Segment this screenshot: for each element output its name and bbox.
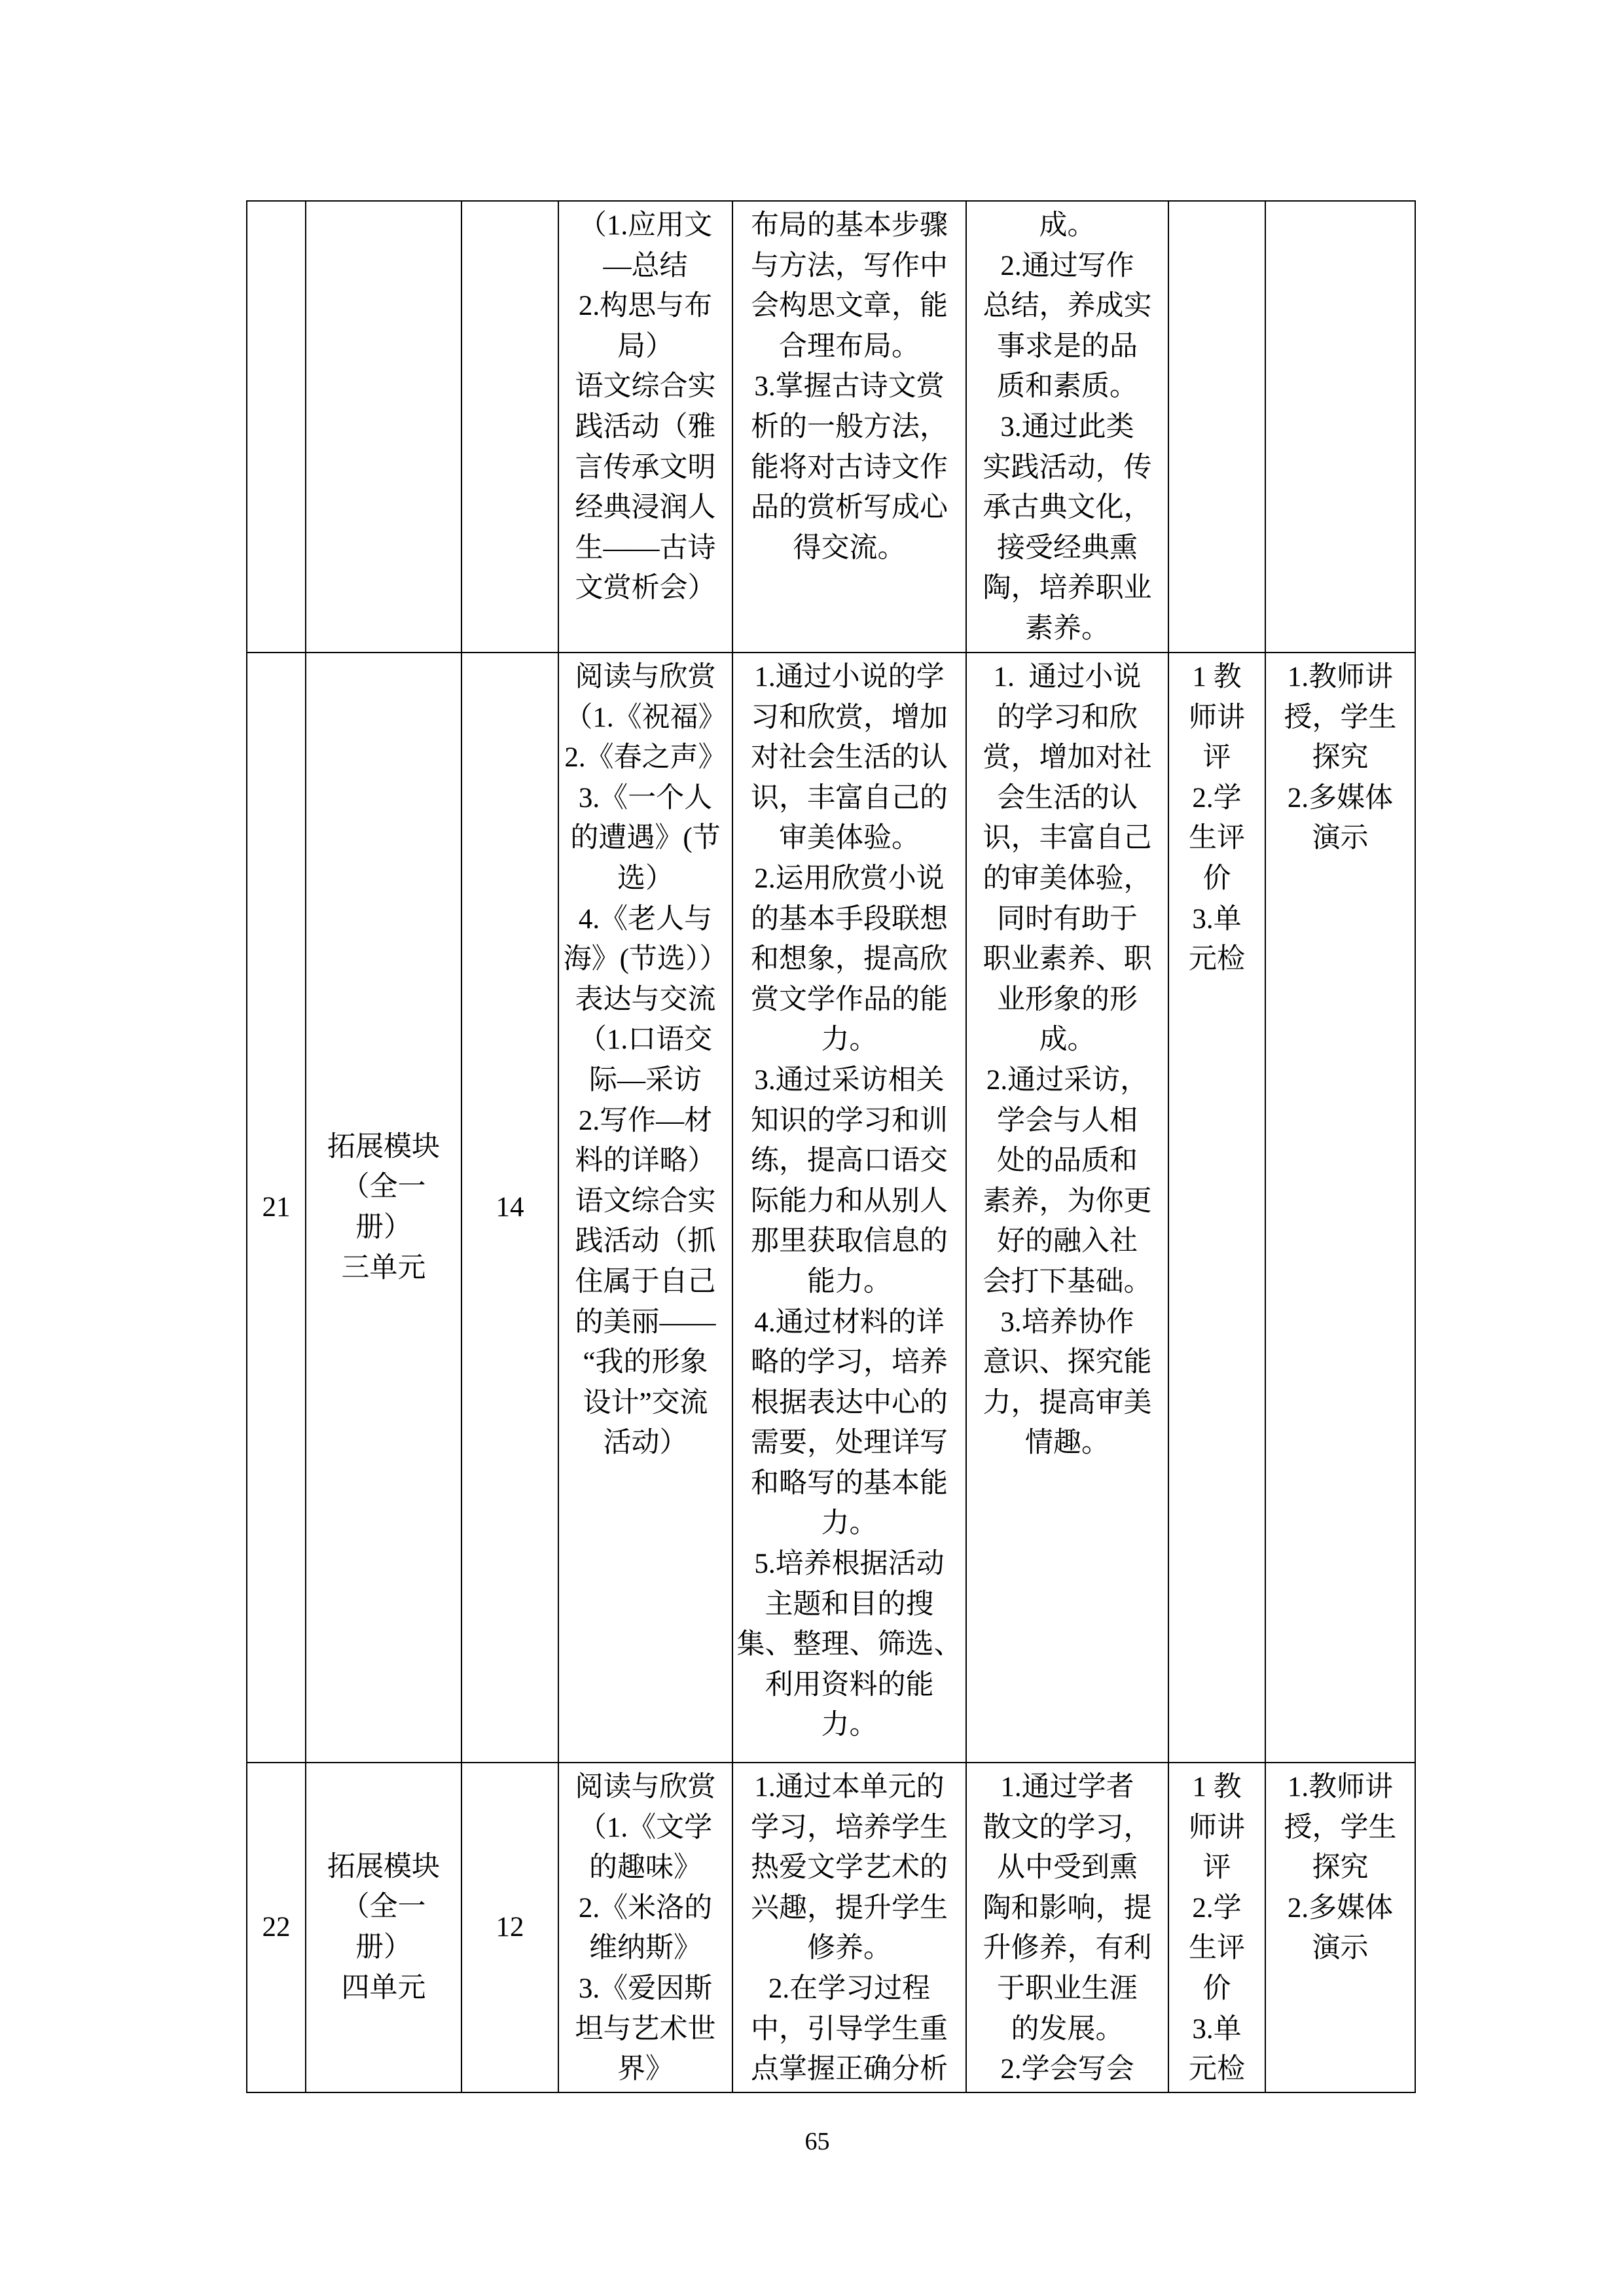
cell-line: 需要，处理详写 [751,1427,948,1459]
cell-line: 成。 [1039,1024,1096,1056]
cell-line: 主题和目的搜 [765,1588,934,1620]
row-continued-module-cell [306,202,462,653]
cell-line: 局） [617,331,674,362]
cell-line: 语文综合实 [575,1185,716,1217]
cell-line: 中，引导学生重 [751,2013,948,2045]
cell-line: 3.掌握古诗文赏 [754,371,945,403]
row-number: 22 [262,1912,291,1943]
cell-line: 赏文学作品的能 [751,984,948,1015]
cell-line: 1 教 [1192,662,1242,692]
row-22-module-cell [306,1763,462,2093]
cell-line: 三单元 [341,1252,426,1283]
cell-line: 经典浸润人 [575,492,716,524]
cell-line: 3.通过此类 [1000,411,1134,442]
cell-line: 布局的基本步骤 [751,210,948,241]
cell-line: 生评 [1189,823,1245,854]
cell-line: 的趣味》 [589,1852,702,1884]
cell-line: 的学习和欣 [997,702,1138,733]
cell-line: 拓展模块 [327,1131,440,1162]
cell-line: 合理布局。 [779,331,920,362]
cell-line: 际—采访 [589,1064,702,1096]
cell-line: 总结，养成实 [983,291,1152,322]
cell-line: 学会与人相 [997,1105,1138,1136]
cell-line: 评 [1202,1852,1231,1884]
cell-line: 生——古诗 [575,532,716,564]
row-continued-assessment-cell [1169,202,1266,653]
cell-line: 习和欣赏，增加 [751,702,948,733]
cell-line: 坦与艺术世 [575,2013,716,2045]
cell-line: 业形象的形 [997,984,1138,1015]
cell-line: 2.在学习过程 [768,1973,931,2004]
cell-line: 阅读与欣赏 [575,1772,716,1803]
row-21-module-cell [306,653,462,1763]
cell-line: 素养。 [1025,613,1110,644]
cell-line: 和略写的基本能 [751,1467,948,1499]
cell-line: 好的融入社 [997,1226,1138,1257]
row-continued-quality-cell [967,202,1169,653]
cell-line: 实践活动，传 [983,452,1152,483]
row-continued-knowledge-cell [733,202,967,653]
cell-line: （全一 [341,1892,426,1923]
cell-line: 1.通过小说的学 [754,662,945,692]
cell-line: 1.教师讲 [1287,1772,1394,1803]
cell-line: 承古典文化， [983,492,1152,524]
cell-line: 住属于自己 [575,1266,716,1297]
cell-line: 的审美体验， [983,863,1152,894]
row-21-methods-cell [1266,653,1416,1763]
cell-line: 力，提高审美 [983,1387,1152,1418]
cell-line: 赏，增加对社 [983,742,1152,774]
cell-line: 界》 [617,2054,674,2085]
row-22-knowledge-cell [733,1763,967,2093]
cell-line: 从中受到熏 [997,1852,1138,1884]
cell-line: 元检 [1189,2054,1245,2085]
cell-line: 拓展模块 [327,1851,440,1882]
cell-line: 接受经典熏 [997,532,1138,564]
cell-line: 散文的学习， [983,1812,1152,1843]
cell-line: 意识、探究能 [983,1347,1152,1378]
cell-line: 际能力和从别人 [751,1185,948,1217]
cell-line: 点掌握正确分析 [751,2054,948,2085]
cell-line: 2.学 [1192,1892,1242,1924]
cell-line: 会构思文章，能 [751,291,948,322]
cell-line: 与方法，写作中 [751,250,948,281]
cell-line: 2.构思与布 [578,291,713,322]
cell-line: 演示 [1312,823,1369,854]
cell-line: 的发展。 [1011,2013,1124,2045]
row-21-knowledge-cell [733,653,967,1763]
row-22-assessment-cell [1169,1763,1266,2093]
cell-line: 践活动（雅 [575,411,716,442]
cell-line: 生评 [1189,1933,1245,1964]
cell-line: 5.培养根据活动 [754,1549,945,1580]
cell-line: 1 教 [1192,1772,1242,1803]
cell-line: 价 [1202,863,1231,894]
cell-line: 言传承文明 [575,452,716,483]
cell-line: （全一 [341,1172,426,1203]
cell-line: 品的赏析写成心 [751,492,948,524]
cell-line: 修养。 [807,1933,892,1964]
row-number: 21 [262,1192,291,1223]
cell-line: 力。 [821,1508,878,1539]
cell-line: 能将对古诗文作 [751,452,948,483]
cell-line: 4.通过材料的详 [754,1306,945,1338]
row-22-quality-cell [967,1763,1169,2093]
cell-line: 2.多媒体 [1287,1892,1394,1924]
cell-line: 师讲 [1189,702,1245,733]
cell-line: 价 [1202,1973,1231,2004]
cell-line: 维纳斯》 [589,1933,702,1964]
row-21-assessment-cell [1169,653,1266,1763]
cell-line: 授，学生 [1284,1812,1397,1843]
cell-line: 践活动（抓 [575,1226,716,1257]
cell-line: 2.《春之声》 [564,742,727,774]
row-continued-hours-cell [462,202,559,653]
row-22-content-cell [559,1763,733,2093]
row-22-number-cell [247,1763,306,2093]
cell-line: 1. 通过小说 [993,662,1142,692]
cell-line: 陶，培养职业 [983,573,1152,604]
cell-line: 情趣。 [1025,1427,1110,1459]
cell-line: 会生活的认 [997,782,1138,814]
cell-line: 3.单 [1192,903,1242,935]
cell-line: 阅读与欣赏 [575,662,716,692]
cell-line: 2.《米洛的 [578,1892,713,1924]
cell-line: 探究 [1312,742,1369,774]
cell-line: 那里获取信息的 [751,1226,948,1257]
row-continued-content-cell [559,202,733,653]
cell-line: 素养，为你更 [983,1185,1152,1217]
cell-line: 识，丰富自己的 [751,782,948,814]
cell-line: 2.通过写作 [1000,250,1134,281]
cell-line: 3.培养协作 [1000,1306,1134,1338]
cell-line: 学习，培养学生 [751,1812,948,1843]
cell-line: 册） [355,1932,412,1963]
cell-line: 料的详略） [575,1145,716,1177]
cell-line: 1.教师讲 [1287,662,1394,692]
cell-line: 3.《爱因斯 [578,1973,713,2004]
cell-line: 2.多媒体 [1287,782,1394,814]
cell-line: 2.运用欣赏小说 [754,863,945,894]
syllabus-table [246,200,1416,2093]
cell-line: （1.《文学 [578,1812,713,1843]
cell-line: 活动） [603,1427,688,1459]
cell-line: 2.通过采访， [986,1064,1149,1096]
row-hours: 14 [496,1192,524,1223]
cell-line: 选） [617,863,674,894]
cell-line: 事求是的品 [997,331,1138,362]
cell-line: 探究 [1312,1852,1369,1884]
cell-line: “我的形象 [583,1347,708,1378]
cell-line: 的遭遇》(节 [570,823,721,854]
cell-line: 授，学生 [1284,702,1397,733]
cell-line: 析的一般方法， [751,411,948,442]
cell-line: 册） [355,1212,412,1243]
cell-line: 根据表达中心的 [751,1387,948,1418]
cell-line: 1.通过本单元的 [754,1772,945,1803]
row-continued-methods-cell [1266,202,1416,653]
cell-line: 同时有助于 [997,903,1138,935]
cell-line: 力。 [821,1710,878,1741]
cell-line: 3.《一个人 [578,782,713,814]
cell-line: 成。 [1039,210,1096,241]
row-22-methods-cell [1266,1763,1416,2093]
row-21-hours-cell [462,653,559,1763]
cell-line: 4.《老人与 [578,903,713,935]
cell-line: 和想象，提高欣 [751,944,948,975]
row-22-hours-cell [462,1763,559,2093]
cell-line: 质和素质。 [997,371,1138,403]
cell-line: 识，丰富自己 [983,823,1152,854]
cell-line: 文赏析会） [575,573,716,604]
cell-line: 的美丽—— [575,1306,716,1338]
cell-line: 升修养，有利 [983,1933,1152,1964]
cell-line: 集、整理、筛选、 [736,1629,962,1660]
cell-line: 3.通过采访相关 [754,1064,945,1096]
cell-line: 能力。 [807,1266,892,1297]
cell-line: —总结 [603,250,688,281]
row-continued-number-cell [247,202,306,653]
cell-line: 的基本手段联想 [751,903,948,935]
cell-line: （1.口语交 [578,1024,713,1056]
cell-line: 利用资料的能 [765,1669,934,1700]
cell-line: 审美体验。 [779,823,920,854]
row-hours: 12 [496,1912,524,1943]
row-21-quality-cell [967,653,1169,1763]
cell-line: 元检 [1189,944,1245,975]
row-21-content-cell [559,653,733,1763]
cell-line: 2.写作—材 [578,1105,713,1136]
cell-line: 陶和影响，提 [983,1892,1152,1924]
cell-line: 师讲 [1189,1812,1245,1843]
cell-line: 兴趣，提升学生 [751,1892,948,1924]
cell-line: 1.通过学者 [1000,1772,1134,1803]
cell-line: 2.学 [1192,782,1242,814]
cell-line: 评 [1202,742,1231,774]
cell-line: 力。 [821,1024,878,1056]
cell-line: 对社会生活的认 [751,742,948,774]
page-number: 65 [804,2128,830,2155]
cell-line: 海》(节选）） [563,944,728,975]
cell-line: 设计”交流 [583,1387,708,1418]
cell-line: 略的学习，培养 [751,1347,948,1378]
cell-line: 会打下基础。 [983,1266,1152,1297]
cell-line: 热爱文学艺术的 [751,1852,948,1884]
cell-line: 2.学会写会 [1000,2054,1134,2085]
cell-line: 职业素养、职 [983,944,1152,975]
cell-line: 处的品质和 [997,1145,1138,1177]
cell-line: （1.《祝福》 [564,702,727,733]
cell-line: 于职业生涯 [997,1973,1138,2004]
row-21-number-cell [247,653,306,1763]
cell-line: （1.应用文 [578,210,713,241]
cell-line: 3.单 [1192,2013,1242,2045]
cell-line: 知识的学习和训 [751,1105,948,1136]
cell-line: 演示 [1312,1933,1369,1964]
cell-line: 四单元 [341,1972,426,2003]
cell-line: 练，提高口语交 [751,1145,948,1177]
cell-line: 得交流。 [793,532,906,564]
cell-line: 语文综合实 [575,371,716,403]
cell-line: 表达与交流 [575,984,716,1015]
